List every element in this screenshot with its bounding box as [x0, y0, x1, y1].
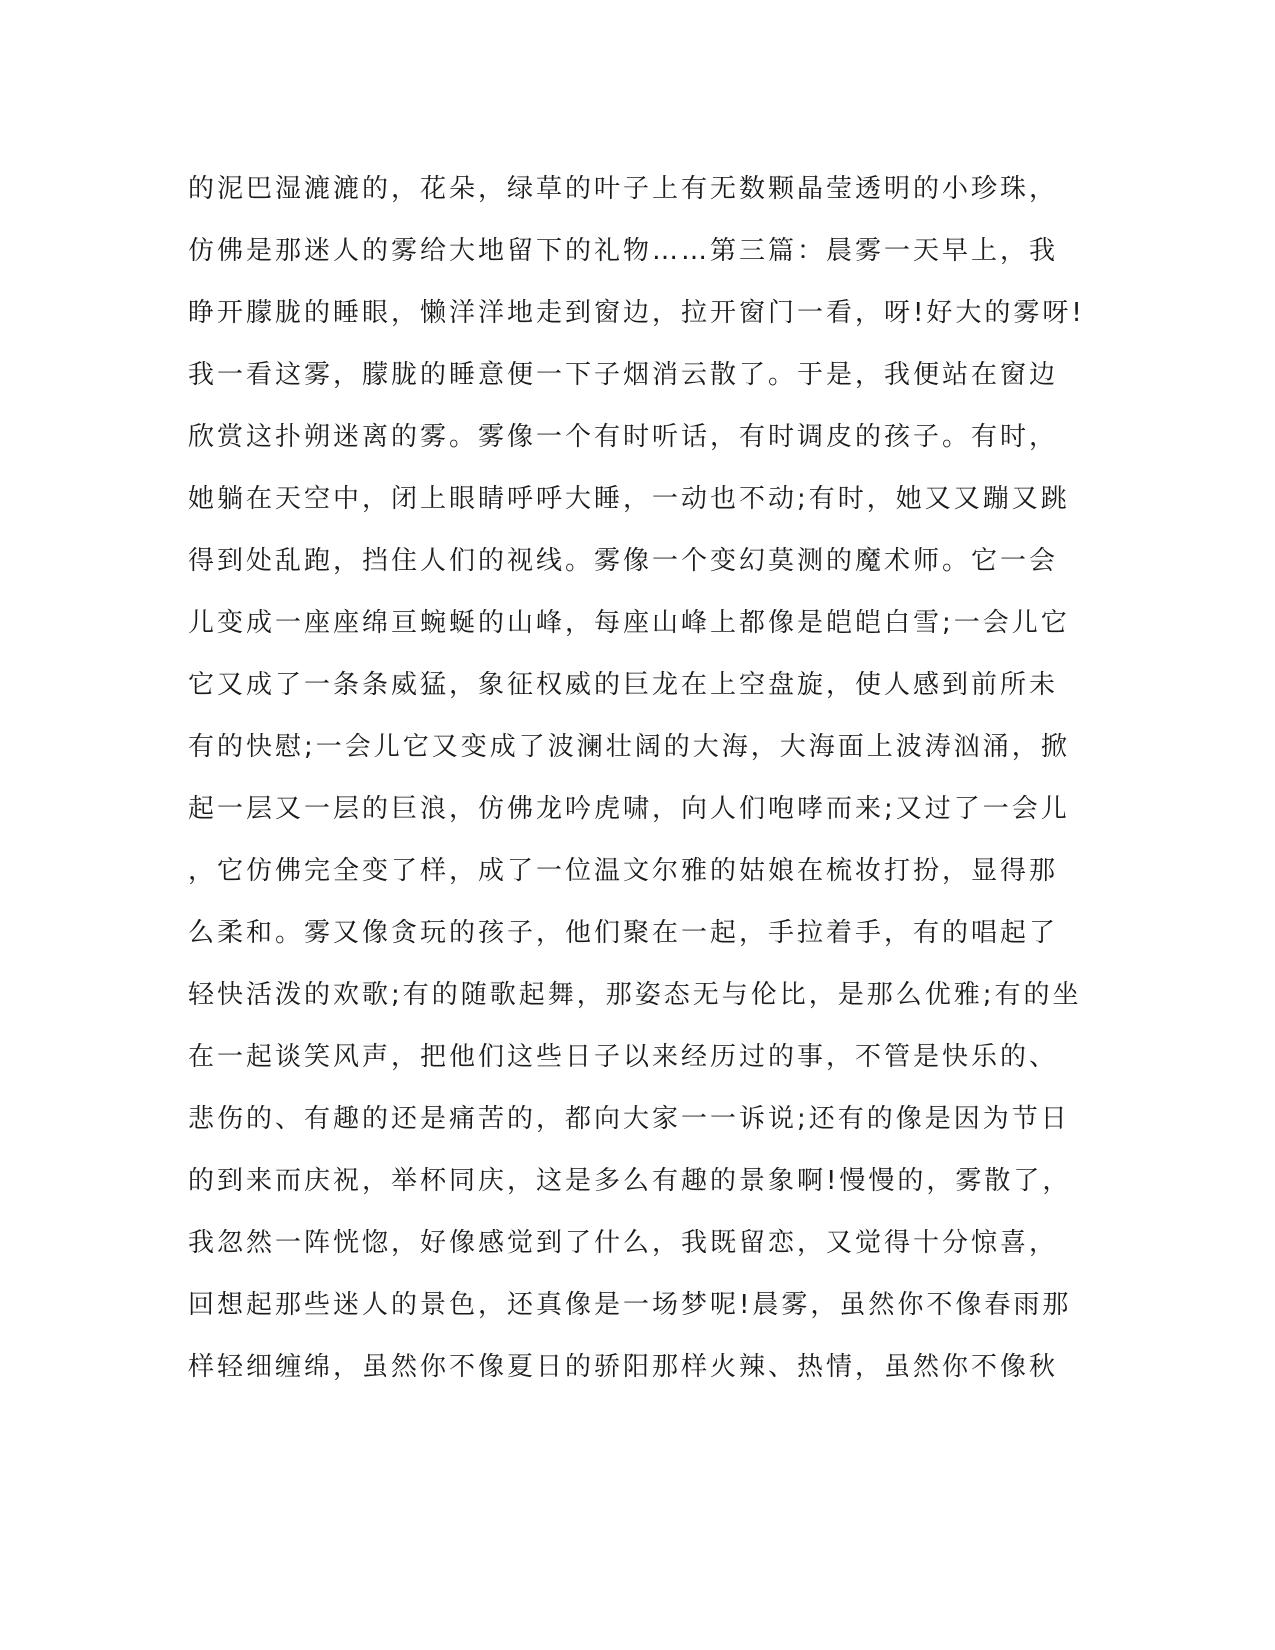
- text-line: 悲伤的、有趣的还是痛苦的，都向大家一一诉说;还有的像是因为节日: [188, 1104, 1070, 1134]
- text-line: 它又成了一条条威猛，象征权威的巨龙在上空盘旋，使人感到前所未: [188, 670, 1059, 700]
- text-line: 仿佛是那迷人的雾给大地留下的礼物……第三篇：晨雾一天早上，我: [188, 236, 1059, 266]
- body-text: [188, 158, 1088, 1398]
- text-line: 起一层又一层的巨浪，仿佛龙吟虎啸，向人们咆哮而来;又过了一会儿: [188, 794, 1070, 824]
- text-line: 得到处乱跑，挡住人们的视线。雾像一个变幻莫测的魔术师。它一会: [188, 546, 1059, 576]
- text-line: 在一起谈笑风声，把他们这些日子以来经历过的事，不管是快乐的、: [188, 1042, 1059, 1072]
- text-line: 的到来而庆祝，举杯同庆，这是多么有趣的景象啊!慢慢的，雾散了，: [188, 1166, 1072, 1196]
- text-line: 我忽然一阵恍惚，好像感觉到了什么，我既留恋，又觉得十分惊喜，: [188, 1228, 1059, 1258]
- text-line: 回想起那些迷人的景色，还真像是一场梦呢!晨雾，虽然你不像春雨那: [188, 1290, 1072, 1320]
- text-line: 睁开朦胧的睡眼，懒洋洋地走到窗边，拉开窗门一看，呀!好大的雾呀!: [188, 298, 1085, 328]
- text-line: 她躺在天空中，闭上眼睛呼呼大睡，一动也不动;有时，她又又蹦又跳: [188, 484, 1070, 514]
- text-line: ，它仿佛完全变了样，成了一位温文尔雅的姑娘在梳妆打扮，显得那: [188, 856, 1059, 886]
- text-line: 轻快活泼的欢歌;有的随歌起舞，那姿态无与伦比，是那么优雅;有的坐: [188, 980, 1082, 1010]
- text-line: 样轻细缠绵，虽然你不像夏日的骄阳那样火辣、热情，虽然你不像秋: [188, 1352, 1059, 1382]
- text-line: 么柔和。雾又像贪玩的孩子，他们聚在一起，手拉着手，有的唱起了: [188, 918, 1059, 948]
- text-line: 有的快慰;一会儿它又变成了波澜壮阔的大海，大海面上波涛汹涌，掀: [188, 732, 1070, 762]
- text-line: 欣赏这扑朔迷离的雾。雾像一个有时听话，有时调皮的孩子。有时，: [188, 422, 1059, 452]
- text-line: 的泥巴湿漉漉的，花朵，绿草的叶子上有无数颗晶莹透明的小珍珠，: [188, 174, 1059, 204]
- text-line: 我一看这雾，朦胧的睡意便一下子烟消云散了。于是，我便站在窗边: [188, 360, 1059, 390]
- text-line: 儿变成一座座绵亘蜿蜒的山峰，每座山峰上都像是皑皑白雪;一会儿它: [188, 608, 1070, 638]
